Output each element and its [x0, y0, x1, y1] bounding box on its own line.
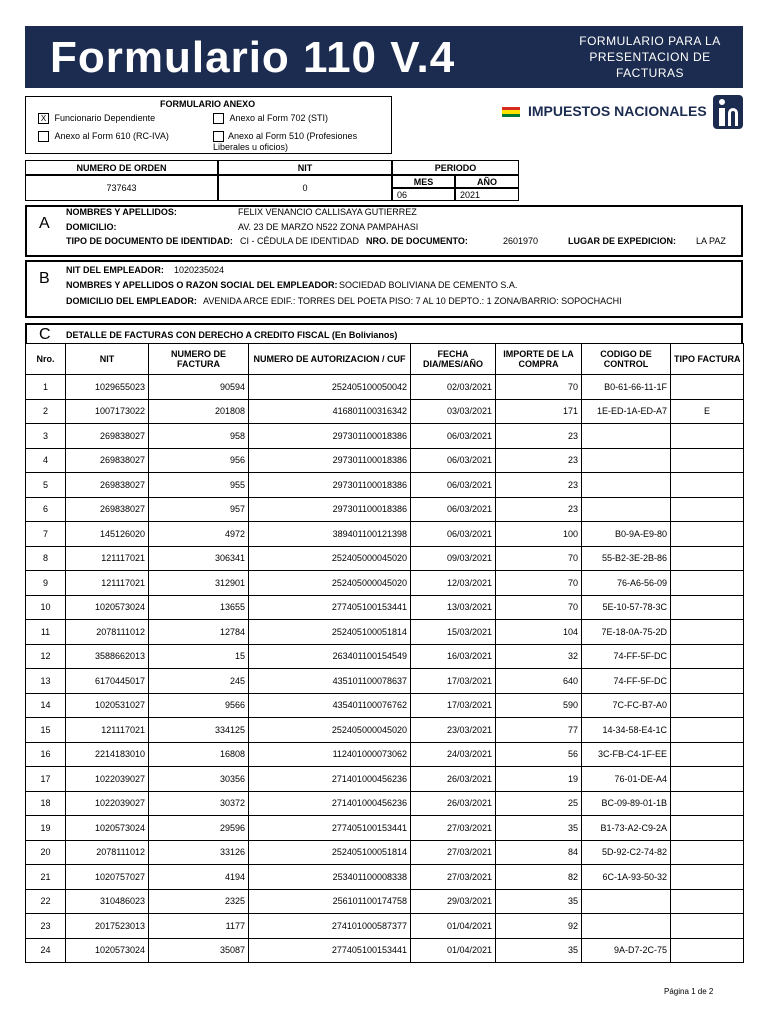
table-row	[26, 375, 744, 400]
cell-tipo	[671, 424, 744, 449]
cell-nit: 1020573024	[66, 816, 149, 841]
section-c-heading: DETALLE DE FACTURAS CON DERECHO A CREDITO FISCAL (En Bolivianos)	[66, 330, 398, 340]
table-header-row	[26, 344, 744, 375]
cell-tipo	[671, 571, 744, 596]
table-row	[26, 595, 744, 620]
cell-nit: 121117021	[66, 546, 149, 571]
page-title: Formulario 110 V.4	[50, 33, 456, 82]
cell-fecha: 01/04/2021	[411, 914, 496, 939]
cell-nit: 1029655023	[66, 375, 149, 400]
cell-importe: 35	[496, 889, 582, 914]
cell-autorizacion: 252405000045020	[249, 546, 411, 571]
checkbox-funcionario[interactable]: X	[38, 113, 49, 124]
cell-numero-factura: 201808	[149, 399, 249, 424]
cell-nro: 2	[26, 399, 66, 424]
col-header-numero-factura: NUMERO DE FACTURA	[149, 344, 249, 375]
cell-numero-factura: 35087	[149, 938, 249, 963]
anexo-option-610[interactable]	[38, 131, 169, 142]
cell-codigo: B1-73-A2-C9-2A	[582, 816, 671, 841]
cell-autorizacion: 252405100051814	[249, 620, 411, 645]
cell-importe: 92	[496, 914, 582, 939]
cell-importe: 100	[496, 522, 582, 547]
cell-fecha: 15/03/2021	[411, 620, 496, 645]
periodo-label: PERIODO	[392, 160, 519, 175]
cell-autorizacion: 112401000073062	[249, 742, 411, 767]
col-header-codigo: CODIGO DE CONTROL	[582, 344, 671, 375]
cell-tipo	[671, 595, 744, 620]
cell-nro: 14	[26, 693, 66, 718]
table-row	[26, 497, 744, 522]
table-row	[26, 620, 744, 645]
cell-numero-factura: 1177	[149, 914, 249, 939]
cell-codigo: B0-9A-E9-80	[582, 522, 671, 547]
nit-empleador-label: NIT DEL EMPLEADOR:	[66, 265, 164, 275]
cell-codigo: 7C-FC-B7-A0	[582, 693, 671, 718]
checkbox-610[interactable]	[38, 131, 49, 142]
cell-nro: 20	[26, 840, 66, 865]
cell-nit: 1022039027	[66, 791, 149, 816]
nombres-label: NOMBRES Y APELLIDOS:	[66, 207, 177, 217]
section-b-letter: B	[39, 270, 50, 287]
col-header-nit: NIT	[66, 344, 149, 375]
option-label: Anexo al Form 610 (RC-IVA)	[54, 131, 169, 141]
cell-codigo: 76-A6-56-09	[582, 571, 671, 596]
cell-codigo	[582, 914, 671, 939]
cell-nro: 24	[26, 938, 66, 963]
cell-nit: 269838027	[66, 448, 149, 473]
cell-fecha: 27/03/2021	[411, 840, 496, 865]
cell-tipo	[671, 497, 744, 522]
cell-fecha: 26/03/2021	[411, 791, 496, 816]
cell-tipo	[671, 816, 744, 841]
cell-codigo	[582, 473, 671, 498]
cell-nro: 5	[26, 473, 66, 498]
domicilio-label: DOMICILIO:	[66, 222, 117, 232]
cell-numero-factura: 312901	[149, 571, 249, 596]
cell-codigo	[582, 889, 671, 914]
cell-autorizacion: 256101100174758	[249, 889, 411, 914]
cell-importe: 70	[496, 375, 582, 400]
cell-importe: 56	[496, 742, 582, 767]
cell-numero-factura: 12784	[149, 620, 249, 645]
checkbox-702[interactable]	[213, 113, 224, 124]
cell-nit: 145126020	[66, 522, 149, 547]
table-row	[26, 767, 744, 792]
cell-importe: 104	[496, 620, 582, 645]
table-row	[26, 938, 744, 963]
cell-nro: 17	[26, 767, 66, 792]
cell-codigo: 74-FF-5F-DC	[582, 669, 671, 694]
cell-fecha: 16/03/2021	[411, 644, 496, 669]
table-row	[26, 522, 744, 547]
cell-importe: 25	[496, 791, 582, 816]
cell-fecha: 12/03/2021	[411, 571, 496, 596]
option-label: Anexo al Form 510 (Profesiones Liberales u oficios)	[213, 131, 358, 152]
cell-tipo	[671, 644, 744, 669]
cell-numero-factura: 4194	[149, 865, 249, 890]
cell-nit: 2214183010	[66, 742, 149, 767]
cell-numero-factura: 16808	[149, 742, 249, 767]
cell-nit: 3588662013	[66, 644, 149, 669]
cell-tipo	[671, 865, 744, 890]
cell-autorizacion: 252405100051814	[249, 840, 411, 865]
cell-codigo: 5D-92-C2-74-82	[582, 840, 671, 865]
checkbox-510[interactable]	[213, 131, 224, 142]
header-subtitle	[570, 33, 730, 81]
table-row	[26, 914, 744, 939]
cell-tipo	[671, 448, 744, 473]
cell-importe: 82	[496, 865, 582, 890]
cell-tipo	[671, 375, 744, 400]
cell-importe: 77	[496, 718, 582, 743]
cell-fecha: 06/03/2021	[411, 448, 496, 473]
cell-nit: 269838027	[66, 424, 149, 449]
mes-label: MES	[392, 175, 455, 188]
cell-autorizacion: 435401100076762	[249, 693, 411, 718]
cell-codigo	[582, 424, 671, 449]
cell-numero-factura: 33126	[149, 840, 249, 865]
section-a-letter: A	[39, 215, 50, 232]
logo-text: IMPUESTOS NACIONALES	[528, 103, 707, 119]
cell-autorizacion: 252405000045020	[249, 718, 411, 743]
cell-importe: 35	[496, 938, 582, 963]
cell-importe: 84	[496, 840, 582, 865]
cell-numero-factura: 90594	[149, 375, 249, 400]
cell-fecha: 27/03/2021	[411, 816, 496, 841]
cell-nit: 1007173022	[66, 399, 149, 424]
cell-tipo	[671, 889, 744, 914]
domicilio-value: AV. 23 DE MARZO N522 ZONA PAMPAHASI	[238, 222, 419, 232]
table-row	[26, 399, 744, 424]
cell-fecha: 17/03/2021	[411, 669, 496, 694]
cell-nit: 2078111012	[66, 620, 149, 645]
anexo-option-funcionario[interactable]	[38, 113, 155, 124]
table-row	[26, 840, 744, 865]
nro-doc-value: 2601970	[503, 236, 539, 246]
cell-importe: 70	[496, 595, 582, 620]
numero-orden-label: NUMERO DE ORDEN	[25, 160, 218, 175]
table-row	[26, 669, 744, 694]
cell-tipo	[671, 938, 744, 963]
cell-tipo	[671, 840, 744, 865]
col-header-importe: IMPORTE DE LA COMPRA	[496, 344, 582, 375]
table-row	[26, 571, 744, 596]
cell-autorizacion: 277405100153441	[249, 816, 411, 841]
cell-numero-factura: 956	[149, 448, 249, 473]
cell-importe: 171	[496, 399, 582, 424]
cell-tipo	[671, 742, 744, 767]
cell-numero-factura: 15	[149, 644, 249, 669]
cell-importe: 19	[496, 767, 582, 792]
section-c-letter: C	[39, 326, 51, 343]
cell-fecha: 01/04/2021	[411, 938, 496, 963]
domicilio-empleador-label: DOMICILIO DEL EMPLEADOR:	[66, 296, 197, 306]
cell-nit: 310486023	[66, 889, 149, 914]
ano-label: AÑO	[455, 175, 519, 188]
cell-nit: 1020573024	[66, 595, 149, 620]
table-row	[26, 546, 744, 571]
cell-nro: 13	[26, 669, 66, 694]
cell-tipo	[671, 620, 744, 645]
cell-fecha: 06/03/2021	[411, 522, 496, 547]
cell-tipo	[671, 473, 744, 498]
cell-numero-factura: 4972	[149, 522, 249, 547]
page-number: Página 1 de 2	[664, 987, 714, 996]
anexo-option-510[interactable]	[213, 131, 383, 153]
nombres-value: FELIX VENANCIO CALLISAYA GUTIERREZ	[238, 207, 417, 217]
cell-codigo	[582, 448, 671, 473]
cell-tipo	[671, 669, 744, 694]
cell-importe: 32	[496, 644, 582, 669]
cell-numero-factura: 2325	[149, 889, 249, 914]
cell-autorizacion: 271401000456236	[249, 767, 411, 792]
cell-tipo	[671, 522, 744, 547]
cell-numero-factura: 306341	[149, 546, 249, 571]
facturas-table	[25, 343, 744, 963]
cell-importe: 23	[496, 497, 582, 522]
cell-nit: 6170445017	[66, 669, 149, 694]
cell-autorizacion: 253401100008338	[249, 865, 411, 890]
cell-tipo	[671, 546, 744, 571]
col-header-tipo: TIPO FACTURA	[671, 344, 744, 375]
cell-numero-factura: 958	[149, 424, 249, 449]
cell-autorizacion: 435101100078637	[249, 669, 411, 694]
razon-social-value: SOCIEDAD BOLIVIANA DE CEMENTO S.A.	[339, 280, 518, 290]
logo-icon	[713, 95, 743, 129]
cell-importe: 23	[496, 473, 582, 498]
table-row	[26, 816, 744, 841]
cell-nro: 9	[26, 571, 66, 596]
lugar-value: LA PAZ	[696, 236, 726, 246]
cell-tipo	[671, 791, 744, 816]
cell-autorizacion: 297301100018386	[249, 448, 411, 473]
cell-nit: 1020531027	[66, 693, 149, 718]
cell-fecha: 23/03/2021	[411, 718, 496, 743]
cell-nit: 1020573024	[66, 938, 149, 963]
table-row	[26, 693, 744, 718]
tipo-doc-value: CI - CÉDULA DE IDENTIDAD	[240, 236, 360, 246]
cell-numero-factura: 245	[149, 669, 249, 694]
table-row	[26, 473, 744, 498]
nit-empleador-value: 1020235024	[174, 265, 225, 275]
option-label: Funcionario Dependiente	[54, 113, 156, 123]
cell-fecha: 03/03/2021	[411, 399, 496, 424]
cell-numero-factura: 955	[149, 473, 249, 498]
cell-numero-factura: 13655	[149, 595, 249, 620]
cell-nro: 11	[26, 620, 66, 645]
cell-nro: 1	[26, 375, 66, 400]
tipo-doc-label: TIPO DE DOCUMENTO DE IDENTIDAD:	[66, 236, 233, 246]
lugar-label: LUGAR DE EXPEDICION:	[568, 236, 677, 246]
cell-fecha: 24/03/2021	[411, 742, 496, 767]
cell-nro: 16	[26, 742, 66, 767]
cell-fecha: 06/03/2021	[411, 424, 496, 449]
cell-codigo: 5E-10-57-78-3C	[582, 595, 671, 620]
cell-importe: 590	[496, 693, 582, 718]
nit-label: NIT	[218, 160, 392, 175]
col-header-nro: Nro.	[26, 344, 66, 375]
cell-nit: 121117021	[66, 718, 149, 743]
cell-fecha: 13/03/2021	[411, 595, 496, 620]
cell-tipo	[671, 693, 744, 718]
cell-tipo	[671, 767, 744, 792]
cell-fecha: 09/03/2021	[411, 546, 496, 571]
cell-nro: 3	[26, 424, 66, 449]
cell-nro: 6	[26, 497, 66, 522]
cell-importe: 640	[496, 669, 582, 694]
cell-nit: 1020757027	[66, 865, 149, 890]
cell-autorizacion: 252405000045020	[249, 571, 411, 596]
cell-tipo: E	[671, 399, 744, 424]
cell-importe: 23	[496, 424, 582, 449]
table-row	[26, 448, 744, 473]
cell-fecha: 06/03/2021	[411, 497, 496, 522]
cell-autorizacion: 277405100153441	[249, 595, 411, 620]
numero-orden-value: 737643	[25, 175, 218, 201]
cell-autorizacion: 297301100018386	[249, 497, 411, 522]
cell-fecha: 26/03/2021	[411, 767, 496, 792]
col-header-fecha: FECHA DIA/MES/AÑO	[411, 344, 496, 375]
cell-codigo: 14-34-58-E4-1C	[582, 718, 671, 743]
table-row	[26, 718, 744, 743]
ano-value: 2021	[455, 188, 519, 201]
subtitle-line: FACTURAS	[615, 66, 684, 80]
cell-nro: 10	[26, 595, 66, 620]
cell-fecha: 02/03/2021	[411, 375, 496, 400]
cell-nit: 2078111012	[66, 840, 149, 865]
table-row	[26, 889, 744, 914]
cell-fecha: 27/03/2021	[411, 865, 496, 890]
cell-nro: 4	[26, 448, 66, 473]
cell-fecha: 17/03/2021	[411, 693, 496, 718]
cell-numero-factura: 29596	[149, 816, 249, 841]
cell-nit: 121117021	[66, 571, 149, 596]
cell-autorizacion: 263401100154549	[249, 644, 411, 669]
domicilio-empleador-value: AVENIDA ARCE EDIF.: TORRES DEL POETA PISO: 7 AL 10 DEPTO.: 1 ZONA/BARRIO: SOPOCHACHI	[203, 296, 622, 306]
cell-nro: 22	[26, 889, 66, 914]
cell-nro: 23	[26, 914, 66, 939]
cell-numero-factura: 30356	[149, 767, 249, 792]
cell-autorizacion: 416801100316342	[249, 399, 411, 424]
cell-autorizacion: 271401000456236	[249, 791, 411, 816]
cell-codigo: 1E-ED-1A-ED-A7	[582, 399, 671, 424]
cell-nit: 269838027	[66, 497, 149, 522]
nro-doc-label: NRO. DE DOCUMENTO:	[366, 236, 468, 246]
subtitle-line: PRESENTACION DE	[589, 50, 711, 64]
cell-autorizacion: 297301100018386	[249, 473, 411, 498]
mes-value: 06	[392, 188, 455, 201]
cell-codigo: 74-FF-5F-DC	[582, 644, 671, 669]
table-row	[26, 865, 744, 890]
cell-autorizacion: 277405100153441	[249, 938, 411, 963]
cell-tipo	[671, 914, 744, 939]
cell-nro: 7	[26, 522, 66, 547]
cell-codigo: 7E-18-0A-75-2D	[582, 620, 671, 645]
cell-autorizacion: 252405100050042	[249, 375, 411, 400]
table-row	[26, 424, 744, 449]
table-row	[26, 644, 744, 669]
cell-autorizacion: 297301100018386	[249, 424, 411, 449]
anexo-heading: FORMULARIO ANEXO	[160, 99, 256, 109]
cell-importe: 70	[496, 571, 582, 596]
col-header-autorizacion: NUMERO DE AUTORIZACION / CUF	[249, 344, 411, 375]
cell-numero-factura: 9566	[149, 693, 249, 718]
cell-tipo	[671, 718, 744, 743]
subtitle-line: FORMULARIO PARA LA	[579, 34, 721, 48]
cell-autorizacion: 274101000587377	[249, 914, 411, 939]
cell-codigo: 3C-FB-C4-1F-EE	[582, 742, 671, 767]
cell-importe: 23	[496, 448, 582, 473]
nit-value: 0	[218, 175, 392, 201]
cell-fecha: 06/03/2021	[411, 473, 496, 498]
table-row	[26, 742, 744, 767]
bolivia-flag-icon	[502, 107, 520, 117]
cell-codigo: 9A-D7-2C-75	[582, 938, 671, 963]
cell-nro: 19	[26, 816, 66, 841]
cell-fecha: 29/03/2021	[411, 889, 496, 914]
cell-numero-factura: 334125	[149, 718, 249, 743]
cell-importe: 70	[496, 546, 582, 571]
cell-numero-factura: 957	[149, 497, 249, 522]
cell-nit: 269838027	[66, 473, 149, 498]
cell-codigo: BC-09-89-01-1B	[582, 791, 671, 816]
cell-codigo: B0-61-66-11-1F	[582, 375, 671, 400]
cell-codigo: 6C-1A-93-50-32	[582, 865, 671, 890]
razon-social-label: NOMBRES Y APELLIDOS O RAZON SOCIAL DEL EMPLEADOR:	[66, 280, 338, 290]
cell-numero-factura: 30372	[149, 791, 249, 816]
cell-codigo: 76-01-DE-A4	[582, 767, 671, 792]
cell-nro: 15	[26, 718, 66, 743]
cell-codigo: 55-B2-3E-2B-86	[582, 546, 671, 571]
cell-nit: 1022039027	[66, 767, 149, 792]
cell-importe: 35	[496, 816, 582, 841]
table-row	[26, 791, 744, 816]
cell-codigo	[582, 497, 671, 522]
cell-nit: 2017523013	[66, 914, 149, 939]
cell-nro: 18	[26, 791, 66, 816]
cell-autorizacion: 389401100121398	[249, 522, 411, 547]
cell-nro: 8	[26, 546, 66, 571]
cell-nro: 12	[26, 644, 66, 669]
anexo-option-702[interactable]	[213, 113, 328, 124]
option-label: Anexo al Form 702 (STI)	[229, 113, 329, 123]
cell-nro: 21	[26, 865, 66, 890]
